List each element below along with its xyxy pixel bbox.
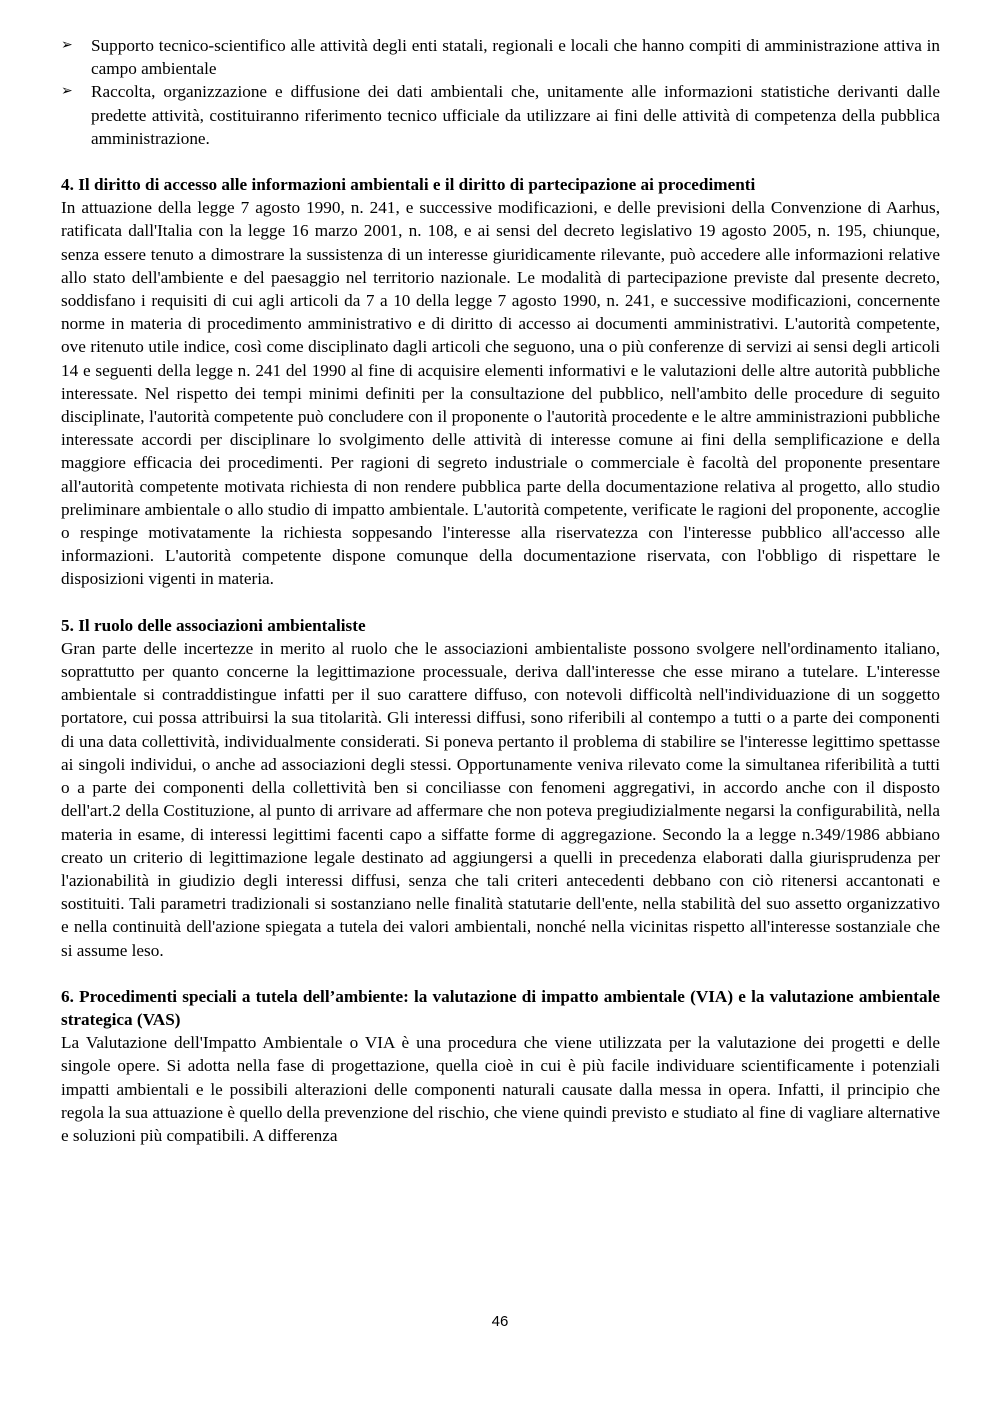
document-page bbox=[61, 34, 940, 1147]
bullet-item bbox=[61, 80, 940, 150]
section-via-vas bbox=[61, 985, 940, 1147]
section-paragraph: Gran parte delle incertezze in merito al ruolo che le associazioni ambientaliste possono svolgere nell'ordinamento italiano, soprattutto per quanto concerne la legittimazione processuale, deriva dall'interesse che esse mirano a tutelare. L'interesse ambientale si contraddistingue infatti per il suo carattere diffuso, con notevoli difficoltà nell'individuazione di un soggetto portatore, cui possa attribuirsi la sua titolarità. Gli interessi diffusi, sono riferibili al contempo a tutti o a parte dei componenti di una data collettività, individualmente considerati. Si poneva pertanto il problema di stabilire se l'interesse legittimo spettasse ai singoli individui, o anche ad associazioni degli stessi. Opportunamente veniva rilevato come la simultanea riferibilità a tutti o a parte dei componenti della collettività ben si conciliasse con fenomeni aggregativi, in accordo anche con il disposto dell'art.2 della Costituzione, al punto di arrivare ad affermare che non poteva pregiudizialmente negarsi la configurabilità, nella materia in esame, di interessi legittimi facenti capo a siffatte forme di aggregazione. Secondo la a legge n.349/1986 abbiano creato un criterio di legittimazione legale destinato ad aggiungersi a quelli in precedenza elaborati dalla giurisprudenza per l'azionabilità in giudizio degli interessi diffusi, senza che tali criteri antecedenti debbano con ciò ritenersi accantonati e sostituiti. Tali parametri tradizionali si sostanziano nelle finalità statutarie dell'ente, nella stabilità del suo assetto organizzativo e nella continuità dell'azione spiegata a tutela dei valori ambientali, nonché nella vicinitas rispetto all'interesse sostanziale che si assume leso. bbox=[61, 638, 940, 960]
arrow-bullet-icon: ➢ bbox=[61, 83, 73, 100]
page-number: 46 bbox=[491, 1313, 509, 1330]
bullet-text: Supporto tecnico-scientifico alle attività degli enti statali, regionali e locali che hanno compiti di amministrazione attiva in campo ambientale bbox=[91, 36, 940, 79]
section-heading: 6. Procedimenti speciali a tutela dell’ambiente: la valutazione di impatto ambientale (VIA) e la valutazione ambientale strategica (VAS) bbox=[61, 986, 940, 1029]
section-access-rights bbox=[61, 173, 940, 591]
bullet-list bbox=[61, 34, 940, 150]
section-environmental-associations bbox=[61, 614, 940, 962]
section-heading: 5. Il ruolo delle associazioni ambientaliste bbox=[61, 615, 366, 635]
section-heading: 4. Il diritto di accesso alle informazioni ambientali e il diritto di partecipazione ai procedimenti bbox=[61, 175, 756, 195]
bullet-text: Raccolta, organizzazione e diffusione dei dati ambientali che, unitamente alle informazioni statistiche derivanti dalle predette attività, costituiranno riferimento tecnico ufficiale da utilizzare ai fini delle attività di competenza della pubblica amministrazione. bbox=[91, 82, 940, 148]
bullet-item bbox=[61, 34, 940, 80]
section-paragraph: La Valutazione dell'Impatto Ambientale o VIA è una procedura che viene utilizzata per la valutazione dei progetti e delle singole opere. Si adotta nella fase di progettazione, quella cioè in cui è più facile individuare scientificamente i potenziali impatti ambientali e le possibili alterazioni delle componenti naturali causate dalla messa in opera. Infatti, il principio che regola la sua attuazione è quello della prevenzione del rischio, che viene quindi previsto e studiato al fine di vagliare alternative e soluzioni più compatibili. A differenza bbox=[61, 1033, 940, 1145]
section-paragraph: In attuazione della legge 7 agosto 1990, n. 241, e successive modificazioni, e delle previsioni della Convenzione di Aarhus, ratificata dall'Italia con la legge 16 marzo 2001, n. 108, e ai sensi del decreto legislativo 19 agosto 2005, n. 195, chiunque, senza essere tenuto a dimostrare la sussistenza di un interesse giuridicamente rilevante, può accedere alle informazioni relative allo stato dell'ambiente e del paesaggio nel territorio nazionale. Le modalità di partecipazione previste dal presente decreto, soddisfano i requisiti di cui agli articoli da 7 a 10 della legge 7 agosto 1990, n. 241, e successive modificazioni, concernente norme in materia di procedimento amministrativo e di diritto di accesso ai documenti amministrativi. L'autorità competente, ove ritenuto utile indice, così come disciplinato dagli articoli che seguono, una o più conferenze di servizi ai sensi degli articoli 14 e seguenti della legge n. 241 del 1990 al fine di acquisire elementi informativi e le valutazioni delle altre autorità pubbliche interessate. Nel rispetto dei tempi minimi definiti per la consultazione del pubblico, nell'ambito delle procedure di seguito disciplinate, l'autorità competente può concludere con il proponente o l'autorità procedente e le altre amministrazioni pubbliche interessate accordi per disciplinare lo svolgimento delle attività di interesse comune ai fini della semplificazione e della maggiore efficacia dei procedimenti. Per ragioni di segreto industriale o commerciale è facoltà del proponente presentare all'autorità competente motivata richiesta di non rendere pubblica parte della documentazione relativa al progetto, allo studio preliminare ambientale o allo studio di impatto ambientale. L'autorità competente, verificate le ragioni del proponente, accoglie o respinge motivatamente la richiesta soppesando l'interesse alla riservatezza con l'interesse pubblico all'accesso alle informazioni. L'autorità competente dispone comunque della documentazione riservata, con l'obbligo di rispettare le disposizioni vigenti in materia. bbox=[61, 198, 940, 589]
arrow-bullet-icon: ➢ bbox=[61, 37, 73, 53]
